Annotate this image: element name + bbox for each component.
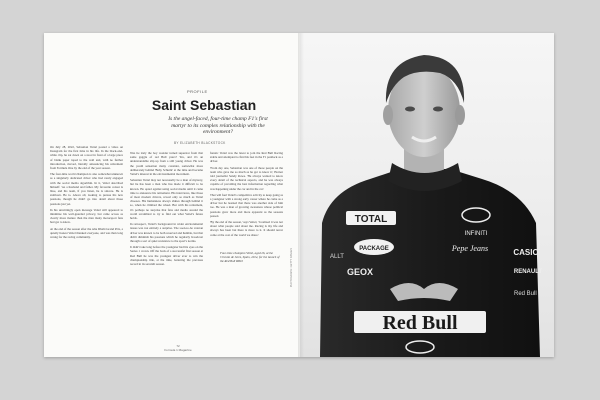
article-byline: BY ELIZABETH BLACKSTOCK (174, 141, 226, 145)
paragraph: 'From day one, Sebastian was one of those people on the team who gave me so much as he got to know it,' Horner told journalist Sandy Rowe. 'He always wanted to know every detail of the technical aspects, and he was always capable of providing the best information regarding what was happening under the car and in the car.' (210, 165, 283, 191)
paragraph: On July 28, 2022, Sebastian Vettel posted a video on Instagram for the first time in his life. In the black-and-white clip, he sat down on a stool in front of a large piece of blank paper taped to the wall and, with no further introduction, moved, literally announcing his retirement from Formula One by the end of the year season. (50, 145, 123, 171)
paragraph: fanatic Vettel was the latest to join the Red Bull Racing stable and attempted to find his feet in the F1 paddock as a driver. (210, 151, 283, 164)
driver-portrait-photo (300, 33, 554, 357)
sponsor-total: TOTAL (354, 214, 388, 225)
sponsor-infiniti: INFINITI (464, 231, 488, 237)
sponsor-red-bull: Red Bull (382, 312, 458, 334)
paragraph: In retrospect, Vettel's background in wider environmental issues was not entirely a surprise. The soon-to-be veteran driver was known to be both reserved and humble, but that didn't diminish his passions which he regularly broadcast through a sort of quiet resistance to the sport's norms. (130, 222, 203, 244)
sponsor-renault: RENAULT (513, 269, 543, 275)
text-column-3 (210, 151, 283, 239)
paragraph: The four-time world champion is also somewhat unknown as a singularly dedicated driver who had rarely engaged with the social media algorithm. In it, Vettel described himself: 'As a husband and father. My favourite colour is blue, and his team, if you listen, he is sincere. He is stubborn. He is. Above all, looking to pursue his new passions, though he didn't go into detail about those passions just yet. (50, 172, 123, 206)
svg-text:Red Bull: Red Bull (514, 291, 537, 297)
paragraph: At the end of the season after the Abu Dhabi Grand Prix, a quietly honest Vettel thanked everyone, and was then long wrung for the racing community. (50, 226, 123, 240)
svg-text:ALLT: ALLT (330, 254, 344, 260)
paragraph: In his unwittingly open message Vettel still appeared to minimize his well-guarded privacy, but came across as clearly more mature than the man many motorsport fans had got to know. (50, 207, 123, 225)
section-kicker: PROFILE (187, 89, 208, 94)
paragraph: That will fuel Vettel's competitive activity to keep going as a youngster with a strong early career where he came as a driver but he learned that there was another side of him too. He was a man of growing awareness whose political passions grew more and more apparent as the seasons passed. (210, 192, 283, 218)
page-folio (148, 344, 208, 352)
left-page (44, 33, 300, 357)
page-number: 72 (176, 344, 180, 348)
right-page-photo (300, 33, 554, 357)
ear-right (455, 105, 465, 125)
publication-name: Formula 1 Magazine (164, 348, 192, 352)
paragraph: Sebastian Vettel may not necessarily be a man of mystery, but he has been a man who has made it difficult to be known. He opted against using social media until it came time to announce his retirement. His interviews, like those of most modern drivers, reveal only so much as Vettel chooses. His humanness always shines through behind it so, when he climbed the wheel. But with his retirement, it's perhaps no surprise that fans and media around the world scrambled to try to find out what Vettel's future holds. (130, 178, 203, 221)
paragraph: Was he truly the boy wonder turned superstar from that same gaggle of red Bull years? Yes, and it's an understandable slip up from a still young driver. He was the youth sensation many consider, somewhat more deliberately behind 'Baby Schumi' at the time and became Vettel's interest in the environmental movement. (130, 151, 203, 177)
article-title: Saint Sebastian (151, 97, 257, 113)
ear-left (383, 105, 393, 125)
text-column-1 (50, 145, 123, 241)
text-column-2 (130, 151, 203, 268)
magazine-spread (44, 33, 554, 357)
sponsor-badge: PACKAGE (359, 246, 389, 252)
sponsor-pepe-jeans: Pepe Jeans (451, 244, 489, 253)
paragraph: It didn't take long before the youngster had his eyes on the Series 1 crown. Off the back of a successful first season at Red Bull he was the youngest driver ever to win the championship title, at the time, bettering the previous record in its seventh season. (130, 245, 203, 267)
sponsor-casio: CASIO (513, 248, 539, 257)
paragraph: 'By the end of the season,' says Vettel, 'I realised it was not about what people said about me. Racing is my life and always has been but there is more to it. It should never come at the cost of the world we share.' (210, 220, 283, 237)
photo-credit: PHOTOGRAPH: GETTY IMAGES (290, 248, 293, 288)
spine-shadow (298, 33, 304, 357)
photo-caption: Four-time champion Vettel, aged 26, at the Circuito de Jerez, Spain, 2014, for the launch of the Red Bull RB10 (220, 251, 280, 264)
sponsor-geox: GEOX (346, 267, 374, 277)
article-deck: Is the angel-faced, four-time champ F1's first martyr to its complex relationship with the environment? (168, 116, 268, 135)
